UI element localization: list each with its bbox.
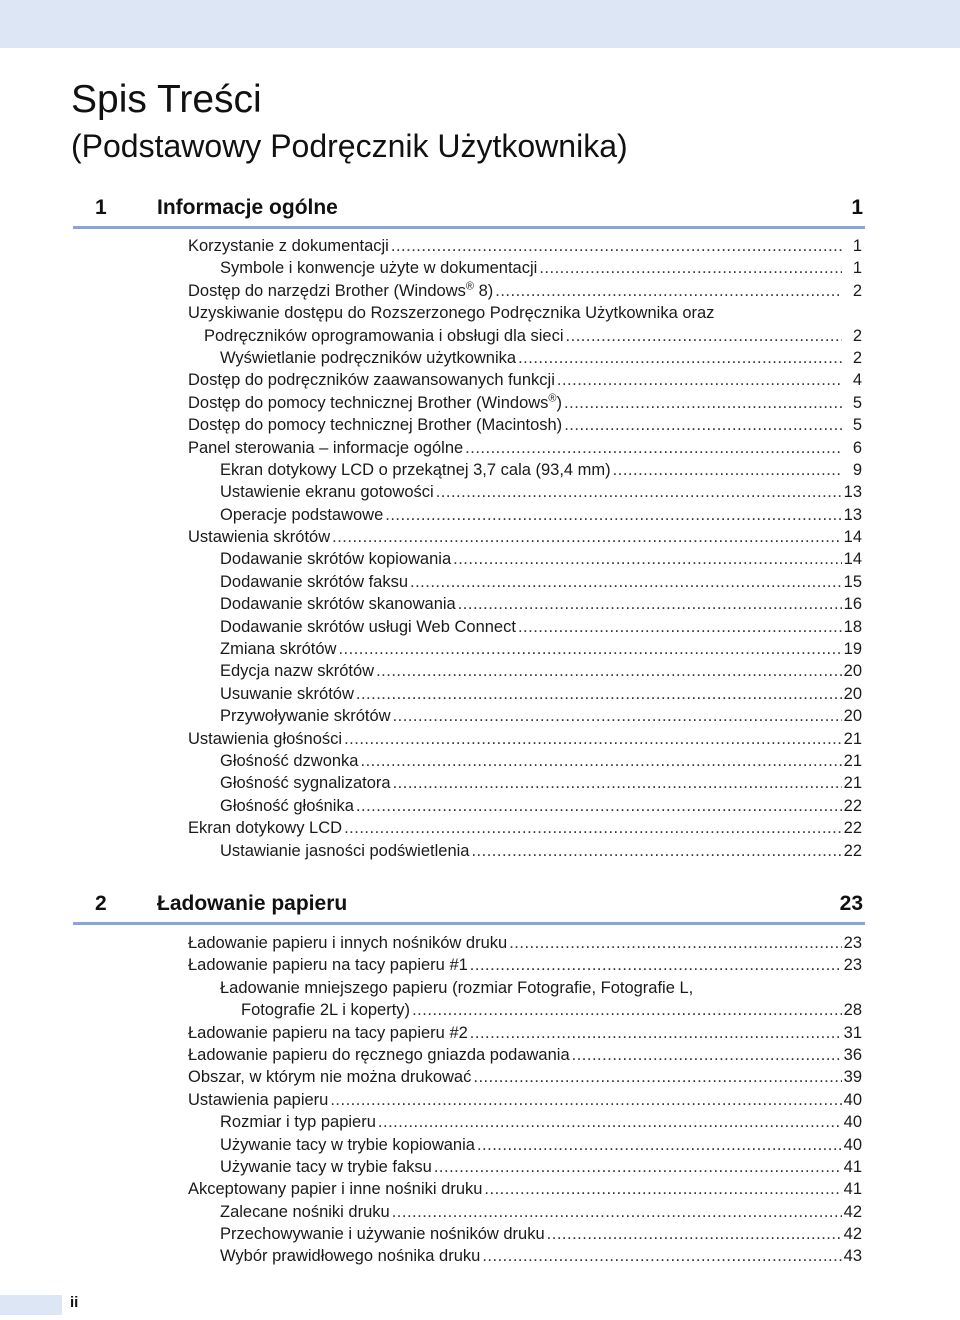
dot-leader [356,795,842,817]
dot-leader [344,817,842,839]
toc-entry-page: 2 [852,326,862,345]
toc-entry[interactable] [188,1044,862,1066]
toc-entry[interactable] [188,369,862,391]
dot-leader [344,728,842,750]
dot-leader [392,1201,842,1223]
toc-entry[interactable] [188,280,862,302]
toc-entry-text: Dodawanie skrótów kopiowania [220,550,452,569]
toc-entry[interactable] [188,437,862,459]
dot-leader [495,280,842,302]
dot-leader [518,347,842,369]
dot-leader [458,593,842,615]
toc-entry[interactable] [188,1223,862,1245]
toc-list-chapter-2 [188,932,862,1268]
dot-leader [376,660,842,682]
toc-entry-text: Ustawienia papieru [188,1090,329,1109]
dot-leader [484,1178,841,1200]
chapter-heading-1[interactable] [73,190,865,229]
chapter-page: 1 [851,196,863,219]
toc-entry[interactable] [188,235,862,257]
toc-entry-text: Ekran dotykowy LCD o przekątnej 3,7 cala (93,4 mm) [220,460,611,479]
dot-leader [613,459,842,481]
toc-entry[interactable] [188,1156,862,1178]
dot-leader [482,1245,841,1267]
toc-entry-text: Dostęp do pomocy technicznej Brother (Windows®) [188,392,563,412]
toc-entry[interactable] [188,750,862,772]
dot-leader [436,481,842,503]
toc-entry[interactable] [188,593,862,615]
registered-mark: ® [465,280,474,293]
toc-entry[interactable] [188,683,862,705]
dot-leader [518,616,842,638]
toc-entry-page: 18 [843,617,862,636]
dot-leader [378,1111,842,1133]
toc-entry-page: 40 [843,1113,862,1132]
toc-entry[interactable] [188,999,862,1021]
dot-leader [557,369,842,391]
toc-entry[interactable] [188,728,862,750]
toc-entry[interactable] [188,481,862,503]
dot-leader [391,235,842,257]
toc-entry[interactable] [188,932,862,954]
toc-entry-page: 39 [843,1068,862,1087]
toc-entry-page: 23 [843,956,862,975]
toc-entry[interactable] [188,705,862,727]
toc-entry-text: Uzyskiwanie dostępu do Rozszerzonego Podręcznika Użytkownika oraz [188,304,715,323]
toc-entry-text: Ładowanie papieru na tacy papieru #1 [188,956,468,975]
toc-entry-page: 21 [843,729,862,748]
toc-entry[interactable] [188,392,862,414]
dot-leader [473,1066,841,1088]
title-main: Spis Treści [71,78,262,121]
toc-entry-page: 36 [843,1045,862,1064]
dot-leader [330,1089,841,1111]
toc-entry[interactable] [188,817,862,839]
toc-entry[interactable] [188,616,862,638]
chapter-title: Ładowanie papieru [157,892,348,915]
toc-entry-page: 40 [843,1135,862,1154]
toc-entry-text: Ustawienia skrótów [188,528,331,547]
toc-entry-text: Wybór prawidłowego nośnika druku [220,1247,481,1266]
toc-entry-page: 13 [843,483,862,502]
toc-entry-page: 2 [852,281,862,300]
toc-entry-page: 1 [852,237,862,255]
toc-entry-text: Zmiana skrótów [220,640,337,659]
dot-leader [453,548,842,570]
chapter-title: Informacje ogólne [157,196,338,219]
toc-entry-text: Dostęp do pomocy technicznej Brother (Macintosh) [188,416,563,435]
toc-entry-text: Edycja nazw skrótów [220,662,375,681]
dot-leader [465,437,842,459]
toc-entry-text: Dodawanie skrótów skanowania [220,595,456,614]
toc-entry-page: 15 [843,572,862,591]
toc-entry-text: Przechowywanie i używanie nośników druku [220,1225,545,1244]
toc-entry-text: Dodawanie skrótów usługi Web Connect [220,617,516,636]
page-title [71,76,628,168]
toc-entry-page: 9 [852,460,862,479]
toc-entry-page: 4 [852,371,862,390]
toc-entry-text: Ładowanie mniejszego papieru (rozmiar Fotografie, Fotografie L, [220,978,694,997]
toc-entry-text: Ustawienia głośności [188,729,343,748]
toc-entry-page: 41 [843,1157,862,1176]
toc-entry-text: Wyświetlanie podręczników użytkownika [220,348,517,367]
toc-entry[interactable] [188,1178,862,1200]
toc-entry-text: Zalecane nośniki druku [220,1202,390,1221]
dot-leader [410,571,842,593]
chapter-number: 1 [95,196,107,219]
dot-leader [564,414,842,436]
dot-leader [332,526,842,548]
dot-leader [509,932,841,954]
toc-entry-text: Operacje podstawowe [220,505,384,524]
toc-entry[interactable] [188,660,862,682]
toc-entry-page: 16 [843,595,862,614]
toc-entry-page: 6 [852,438,862,457]
toc-entry-text: Symbole i konwencje użyte w dokumentacji [220,259,538,278]
toc-entry-page: 31 [843,1023,862,1042]
toc-entry-page: 5 [852,393,862,412]
dot-leader [564,392,842,414]
toc-entry[interactable] [188,347,862,369]
dot-leader [356,683,842,705]
chapter-number: 2 [95,892,107,915]
toc-entry[interactable] [188,954,862,976]
toc-entry-text: Akceptowany papier i inne nośniki druku [188,1180,483,1199]
dot-leader [547,1223,842,1245]
footer-band [0,1295,62,1315]
toc-entry[interactable] [188,1201,862,1223]
toc-entry[interactable] [188,840,862,862]
chapter-page: 23 [839,892,863,915]
dot-leader [477,1134,842,1156]
toc-entry[interactable] [188,548,862,570]
dot-leader [393,705,842,727]
toc-entry[interactable] [188,459,862,481]
toc-entry-text: Ustawienie ekranu gotowości [220,483,434,502]
dot-leader [385,504,841,526]
toc-entry-page: 20 [843,707,862,726]
toc-entry[interactable] [188,571,862,593]
toc-entry[interactable] [188,638,862,660]
toc-entry-text: Głośność sygnalizatora [220,774,391,793]
toc-entry-page: 22 [843,796,862,815]
toc-entry-text: Ładowanie papieru na tacy papieru #2 [188,1023,468,1042]
toc-entry[interactable] [188,302,862,324]
toc-entry-text: Podręczników oprogramowania i obsługi dla sieci [204,326,564,345]
toc-entry[interactable] [188,504,862,526]
dot-leader [338,638,841,660]
toc-entry-text: Panel sterowania – informacje ogólne [188,438,464,457]
toc-entry-page: 13 [843,505,862,524]
toc-entry[interactable] [188,795,862,817]
toc-entry-page: 20 [843,684,862,703]
toc-entry[interactable] [188,772,862,794]
toc-entry-page: 14 [843,550,862,569]
toc-entry-text: Używanie tacy w trybie kopiowania [220,1135,475,1154]
dot-leader [539,257,842,279]
toc-entry-text: Obszar, w którym nie można drukować [188,1068,472,1087]
toc-entry-page: 1 [852,259,862,278]
toc-entry-page: 40 [843,1090,862,1109]
toc-entry-text: Rozmiar i typ papieru [220,1113,376,1132]
toc-entry[interactable] [188,414,862,436]
toc-entry-text: Używanie tacy w trybie faksu [220,1157,432,1176]
toc-entry-text: Ładowanie papieru i innych nośników druku [188,934,508,952]
toc-entry[interactable] [188,257,862,279]
toc-entry-page: 21 [843,774,862,793]
toc-entry-text: Dostęp do narzędzi Brother (Windows® 8) [188,280,494,300]
toc-entry[interactable] [188,1066,862,1088]
toc-entry[interactable] [188,1089,862,1111]
toc-entry-page: 41 [843,1180,862,1199]
toc-entry-page: 23 [843,934,862,952]
toc-entry-page: 21 [843,751,862,770]
toc-entry-text: Fotografie 2L i koperty) [241,1001,411,1020]
toc-entry-page: 20 [843,662,862,681]
toc-entry[interactable] [188,1245,862,1267]
registered-mark: ® [548,392,557,405]
dot-leader [566,325,842,347]
toc-list-chapter-1 [188,235,862,862]
toc-entry[interactable] [188,1111,862,1133]
toc-entry-page: 42 [843,1202,862,1221]
toc-entry-text: Głośność głośnika [220,796,354,815]
toc-entry-page: 5 [852,416,862,435]
title-subtitle: (Podstawowy Podręcznik Użytkownika) [71,128,628,164]
dot-leader [470,1022,842,1044]
toc-entry[interactable] [188,325,862,347]
toc-entry-text: Przywoływanie skrótów [220,707,391,726]
footer-page-number: ii [70,1294,79,1311]
toc-entry-text: Ustawianie jasności podświetlenia [220,841,470,860]
dot-leader [361,750,842,772]
toc-entry-text: Dostęp do podręczników zaawansowanych funkcji [188,371,555,390]
toc-entry-page: 43 [843,1247,862,1266]
toc-entry-page: 2 [852,348,862,367]
toc-entry-page: 14 [843,528,862,547]
toc-entry-page: 28 [843,1001,862,1020]
toc-entry-text: Ładowanie papieru do ręcznego gniazda podawania [188,1045,570,1064]
toc-entry[interactable] [188,1134,862,1156]
toc-entry-page: 22 [843,841,862,860]
dot-leader [471,840,841,862]
toc-entry-page: 19 [843,640,862,659]
toc-entry-page: 42 [843,1225,862,1244]
toc-entry-text: Usuwanie skrótów [220,684,354,703]
toc-entry-text: Korzystanie z dokumentacji [188,237,389,255]
toc-entry[interactable] [188,1022,862,1044]
dot-leader [393,772,842,794]
toc-entry-page: 22 [843,819,862,838]
dot-leader [412,999,842,1021]
dot-leader [470,954,842,976]
chapter-heading-2[interactable] [73,886,865,925]
header-band [0,0,960,48]
dot-leader [572,1044,842,1066]
toc-entry[interactable] [188,977,862,999]
toc-entry-text: Ekran dotykowy LCD [188,819,343,838]
toc-entry[interactable] [188,526,862,548]
dot-leader [434,1156,842,1178]
toc-entry-text: Głośność dzwonka [220,751,359,770]
toc-entry-text: Dodawanie skrótów faksu [220,572,409,591]
